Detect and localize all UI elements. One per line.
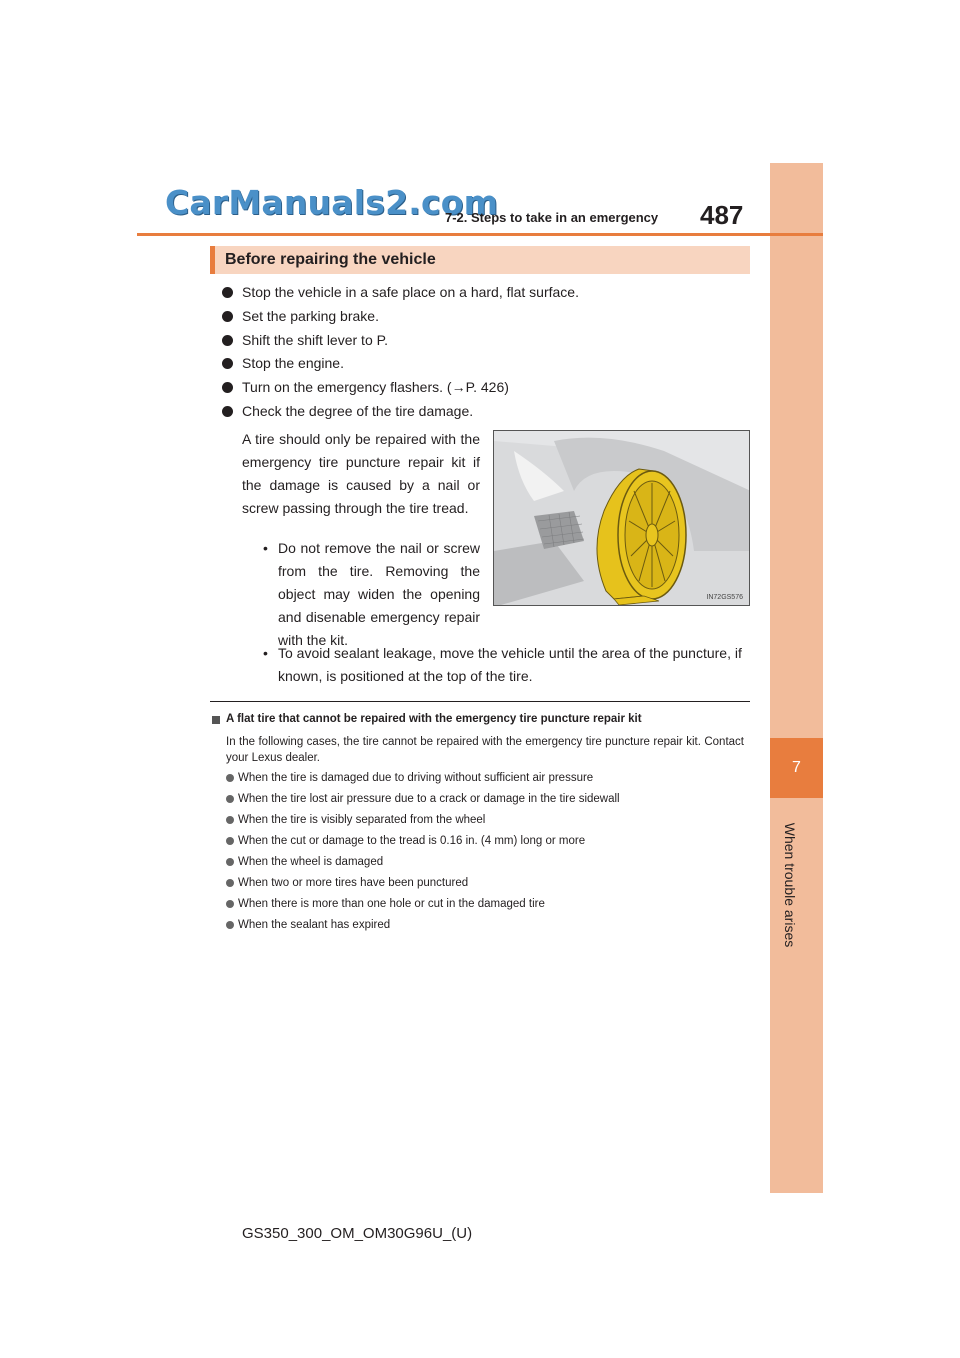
list-item-text: Stop the vehicle in a safe place on a hard, flat surface. bbox=[242, 284, 579, 300]
tire-illustration bbox=[493, 430, 750, 606]
figure-code: IN72GS576 bbox=[706, 594, 743, 601]
section-heading-text: Before repairing the vehicle bbox=[225, 251, 436, 268]
list-item bbox=[226, 770, 746, 791]
list-item-text: Stop the engine. bbox=[242, 355, 344, 372]
list-item bbox=[226, 896, 746, 917]
sub-note bbox=[260, 537, 480, 652]
watermark-logo[interactable]: CarManuals2.com bbox=[165, 183, 499, 222]
chapter-title: When trouble arises bbox=[782, 822, 798, 948]
tire-damage-paragraph: A tire should only be repaired with the emergency tire puncture repair kit if the damage is caused by a nail or screw passing through the tire tread. bbox=[242, 431, 480, 516]
sub-note bbox=[260, 642, 750, 688]
page-number: 487 bbox=[700, 200, 744, 230]
preparation-checklist bbox=[222, 282, 752, 425]
section-divider bbox=[210, 701, 750, 702]
list-item bbox=[222, 306, 752, 330]
list-item bbox=[222, 401, 752, 425]
section-heading bbox=[210, 246, 750, 274]
bullet-icon bbox=[222, 382, 233, 393]
bullet-icon: • bbox=[263, 645, 268, 661]
bullet-icon bbox=[222, 311, 233, 322]
bullet-icon bbox=[222, 358, 233, 369]
bullet-icon bbox=[226, 858, 234, 866]
note-paragraph: In the following cases, the tire cannot be repaired with the emergency tire puncture repair kit. Contact your Lexus dealer. bbox=[226, 736, 744, 764]
running-header: 7-2. Steps to take in an emergency bbox=[445, 210, 659, 225]
bullet-icon bbox=[222, 335, 233, 346]
bullet-icon bbox=[226, 837, 234, 845]
square-bullet-icon bbox=[212, 716, 220, 724]
sub-note-text: To avoid sealant leakage, move the vehicle until the area of the puncture, if known, is positioned at the top of the tire. bbox=[278, 645, 742, 684]
header-rule bbox=[137, 233, 823, 236]
list-item bbox=[226, 833, 746, 854]
bullet-icon bbox=[226, 816, 234, 824]
chapter-number-tab: 7 bbox=[770, 738, 823, 798]
bullet-icon bbox=[222, 406, 233, 417]
list-item-text: When the tire lost air pressure due to a crack or damage in the tire sidewall bbox=[238, 793, 620, 805]
list-item bbox=[226, 917, 746, 938]
list-item-text: Check the degree of the tire damage. bbox=[242, 402, 474, 419]
note-heading-text: A flat tire that cannot be repaired with the emergency tire puncture repair kit bbox=[226, 713, 642, 725]
bullet-icon bbox=[226, 879, 234, 887]
list-item-text[interactable]: Turn on the emergency flashers. (→P. 426) bbox=[242, 379, 509, 396]
list-item bbox=[226, 812, 746, 833]
list-item bbox=[222, 353, 752, 377]
chapter-side-strip bbox=[770, 163, 823, 1193]
list-item-text: When the cut or damage to the tread is 0.16 in. (4 mm) long or more bbox=[238, 835, 586, 847]
bullet-icon: • bbox=[263, 540, 268, 556]
bullet-icon bbox=[226, 921, 234, 929]
bullet-icon bbox=[226, 900, 234, 908]
list-item-text: Set the parking brake. bbox=[242, 307, 379, 324]
unrepairable-cases-list bbox=[226, 770, 746, 938]
list-item bbox=[226, 791, 746, 812]
document-code: GS350_300_OM_OM30G96U_(U) bbox=[242, 1225, 473, 1242]
list-item-text: When the wheel is damaged bbox=[238, 856, 384, 868]
bullet-icon bbox=[226, 795, 234, 803]
list-item bbox=[222, 377, 752, 401]
list-item bbox=[222, 330, 752, 354]
list-item-text: When the tire is damaged due to driving without sufficient air pressure bbox=[238, 772, 594, 784]
car-wheel-illustration bbox=[494, 431, 750, 606]
list-item-text: Shift the shift lever to P. bbox=[242, 331, 389, 348]
list-item-text: When the sealant has expired bbox=[238, 919, 391, 931]
list-item-text: When two or more tires have been punctured bbox=[238, 877, 469, 889]
note-heading bbox=[212, 713, 642, 725]
bullet-icon bbox=[226, 774, 234, 782]
bullet-icon bbox=[222, 287, 233, 298]
sub-note-text: Do not remove the nail or screw from the tire. Removing the object may widen the opening and disenable emergency repair with the kit. bbox=[278, 540, 480, 648]
list-item-text: When there is more than one hole or cut in the damaged tire bbox=[238, 898, 545, 910]
list-item-text: When the tire is visibly separated from the wheel bbox=[238, 814, 486, 826]
list-item bbox=[222, 282, 752, 306]
list-item bbox=[226, 854, 746, 875]
list-item bbox=[226, 875, 746, 896]
